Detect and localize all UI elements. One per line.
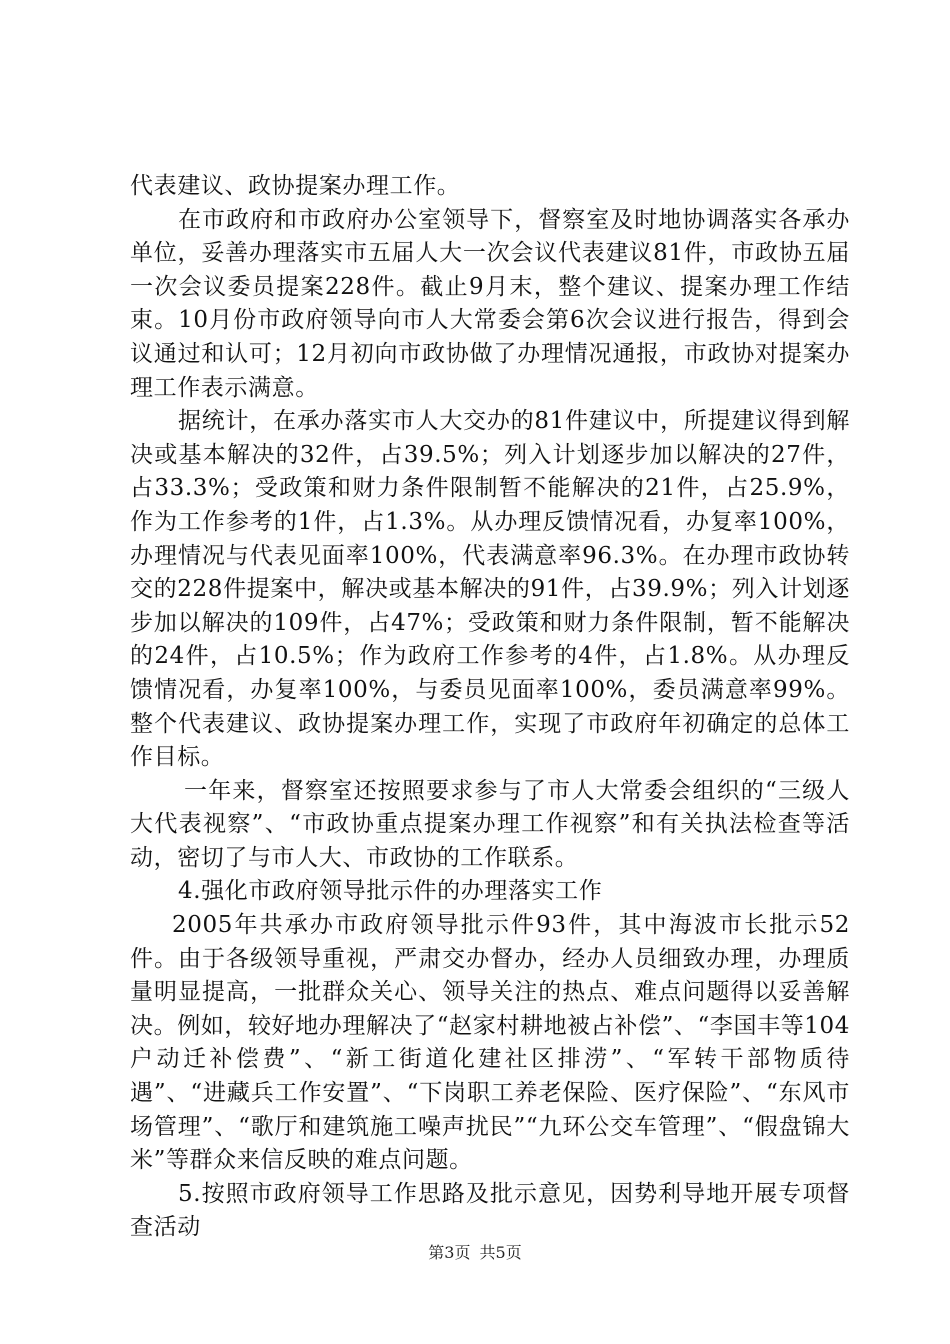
paragraph-inspection-activities: 一年来，督察室还按照要求参与了市人大常委会组织的“三级人大代表视察”、“市政协重点提案办理工作视察”和有关执法检查等活动，密切了与市人大、市政协的工作联系。 [130, 777, 850, 871]
paragraph-statistics: 据统计，在承办落实市人大交办的81件建议中，所提建议得到解决或基本解决的32件，占39.5%；列入计划逐步加以解决的27件，占33.3%；受政策和财力条件限制暂不能解决的21件，占25.9%，作为工作参考的1件，占1.3%。从办理反馈情况看，办复率100%，办理情况与代表见面率100%，代表满意率96.3%。在办理市政协转交的228件提案中，解决或基本解决的91件，占39.9%；列入计划逐步加以解决的109件，占47%；受政策和财力条件限制，暂不能解决的24件，占10.5%；作为政府工作参考的4件，占1.8%。从办理反馈情况看，办复率100%，与委员见面率100%，委员满意率99%。整个代表建议、政协提案办理工作，实现了市政府年初确定的总体工作目标。 [130, 408, 850, 771]
page-footer [0, 1240, 950, 1263]
section-heading-4: 4.强化市政府领导批示件的办理落实工作 [178, 878, 603, 905]
paragraph-instruction-handling: 2005年共承办市政府领导批示件93件，其中海波市长批示52件。由于各级领导重视，严肃交办督办，经办人员细致办理，办理质量明显提高，一批群众关心、领导关注的热点、难点问题得以妥善解决。例如，较好地办理解决了“赵家村耕地被占补偿”、“李国丰等104户动迁补偿费”、“新工街道化建社区排涝”、“军转干部物质待遇”、“进藏兵工作安置”、“下岗职工养老保险、医疗保险”、“东风市场管理”、“歌厅和建筑施工噪声扰民”“九环公交车管理”、“假盘锦大米”等群众来信反映的难点问题。 [130, 912, 850, 1174]
page-total: 共5页 [479, 1243, 522, 1262]
paragraph-proposal-handling: 在市政府和市政府办公室领导下，督察室及时地协调落实各承办单位，妥善办理落实市五届人大一次会议代表建议81件，市政协五届一次会议委员提案228件。截止9月末，整个建议、提案办理工作结束。10月份市政府领导向市人大常委会第6次会议进行报告，得到会议通过和认可；12月初向市政协做了办理情况通报，市政协对提案办理工作表示满意。 [130, 206, 850, 401]
paragraph-continuation: 代表建议、政协提案办理工作。 [130, 173, 461, 199]
page-number: 第3页 [428, 1243, 471, 1262]
section-heading-5: 5.按照市政府领导工作思路及批示意见，因势利导地开展专项督查活动 [130, 1180, 850, 1241]
document-body [130, 170, 850, 1245]
